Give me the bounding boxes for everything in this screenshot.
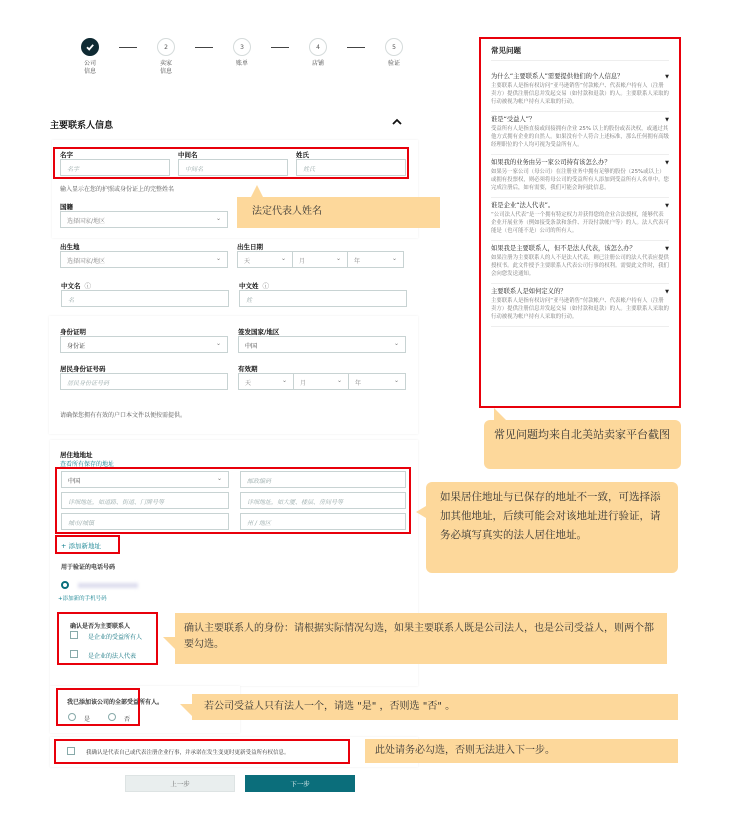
caret-down-icon: ▼ xyxy=(665,203,669,209)
faq-item[interactable]: 为什么“主要联系人”需要提供他们的个人信息？ ▼ 主要联系人是指有权访问“亚马逊销售”付款帐户、代表帐户持有人（注册卖方）提供注册信息并发起交易（如付款和退款）的人。主要联系人采取的行动被视为帐户持有人采取的行动。 xyxy=(491,69,669,112)
chinese-family-name-label: 中文姓 ⓘ xyxy=(239,282,269,290)
expiry-month-select[interactable]: 月 ⌄ xyxy=(293,373,349,390)
birthdate-label: 出生日期 xyxy=(237,243,263,251)
annotation-box-name xyxy=(53,147,409,179)
section-title: 主要联系人信息 xyxy=(50,121,114,131)
birthplace-select[interactable]: 选择国家/地区 ⌄ xyxy=(60,251,228,268)
chevron-down-icon: ⌄ xyxy=(391,255,397,262)
first-name-label: 名字 xyxy=(60,151,73,159)
chevron-down-icon: ⌄ xyxy=(280,255,286,262)
last-name-input[interactable]: 姓氏 xyxy=(296,159,406,176)
nationality-select[interactable]: 选择国家/地区 ⌄ xyxy=(60,211,228,228)
middle-name-input[interactable]: 中间名 xyxy=(178,159,288,176)
callout-address: 如果居住地址与已保存的地址不一致，可选择添加其他地址，后续可能会对该地址进行验证，请务必填写真实的法人居住地址。 xyxy=(426,482,678,573)
callout-name: 法定代表人姓名 xyxy=(237,197,440,228)
faq-title: 常见问题 xyxy=(491,45,669,61)
chevron-down-icon: ⌄ xyxy=(215,215,221,222)
next-button[interactable]: 下一步 xyxy=(245,775,355,792)
legal-rep-label[interactable]: 是企业的法人代表 xyxy=(88,653,137,660)
previous-button[interactable]: 上一步 xyxy=(125,775,235,792)
beneficiaries-no-label: 否 xyxy=(124,716,131,723)
callout-beneficiaries: 若公司受益人只有法人一个，请选 "是" ，否则选 "否" 。 xyxy=(192,694,678,720)
expiry-year-select[interactable]: 年 ⌄ xyxy=(348,373,406,390)
callout-confirm: 此处请务必勾选，否则无法进入下一步。 xyxy=(365,739,678,763)
step-connector xyxy=(195,47,213,48)
chevron-down-icon: ⌄ xyxy=(393,377,399,384)
annotation-box-beneficiaries xyxy=(56,688,140,726)
step-connector xyxy=(119,47,137,48)
caret-down-icon: ▼ xyxy=(665,289,669,295)
issuing-country-label: 签发国家/地区 xyxy=(238,328,280,336)
name-hint: 输入显示在您的护照或身份证上的完整姓名 xyxy=(60,186,175,193)
chevron-down-icon: ⌄ xyxy=(215,340,221,347)
chevron-down-icon: ⌄ xyxy=(281,377,287,384)
id-type-select[interactable]: 身份证 ⌄ xyxy=(60,336,228,353)
step-number: 2 xyxy=(157,38,175,56)
address-line1-input[interactable]: 详细地址，如道路、街道、门牌号等 xyxy=(61,492,229,509)
step-billing[interactable] xyxy=(232,38,252,68)
city-input[interactable]: 城市/城镇 xyxy=(61,513,229,530)
birth-year-select[interactable]: 年 ⌄ xyxy=(347,251,404,268)
chinese-given-name-label: 中文名 ⓘ xyxy=(61,282,91,290)
id-hint: 请确保您拥有有效的户口本文件以便按需提供。 xyxy=(60,412,187,419)
address-country-select[interactable]: 中国 ⌄ xyxy=(61,471,229,488)
chevron-down-icon: ⌄ xyxy=(335,255,341,262)
callout-role: 确认主要联系人的身份：请根据实际情况勾选，如果主要联系人既是公司法人，也是公司受益人，则两个都要勾选。 xyxy=(175,613,667,664)
id-number-input[interactable]: 居民身份证号码 xyxy=(60,373,228,390)
annotation-box-address xyxy=(55,467,411,534)
view-saved-addresses-link[interactable]: 查看所有保存的地址 xyxy=(60,461,115,468)
chinese-given-name-input[interactable]: 名 xyxy=(61,290,229,307)
chevron-down-icon: ⌄ xyxy=(393,340,399,347)
step-label: 公司 信息 xyxy=(83,60,96,75)
step-number: 3 xyxy=(233,38,251,56)
help-icon[interactable]: ⓘ xyxy=(262,282,269,290)
address-line2-input[interactable]: 详细地址，如大厦、楼层、房间号等 xyxy=(240,492,406,509)
beneficiaries-yes-label: 是 xyxy=(84,716,91,723)
caret-down-icon: ▼ xyxy=(665,246,669,252)
beneficiaries-question: 我已添加该公司的全部受益所有人。 xyxy=(67,699,164,706)
help-icon[interactable]: ⓘ xyxy=(84,282,91,290)
id-type-label: 身份证明 xyxy=(60,328,86,336)
step-label: 账单 xyxy=(235,60,248,67)
faq-item[interactable]: 如果我是主要联系人，但不是法人代表，该怎么办？ ▼ 如果注册为主要联系人的人不是法人代表，则已注册公司的法人代表应提供授权书。此文件授予主要联系人代表公司行事的权利。需要此文件时，我们会向您发送通知。 xyxy=(491,241,669,284)
step-number: 5 xyxy=(385,38,403,56)
id-number-label: 居民身份证号码 xyxy=(60,365,106,373)
postal-code-input[interactable]: 邮政编码 xyxy=(240,471,406,488)
expiry-label: 有效期 xyxy=(238,365,258,373)
expiry-day-select[interactable]: 天 ⌄ xyxy=(238,373,294,390)
last-name-label: 姓氏 xyxy=(296,151,309,159)
phone-number-redacted xyxy=(78,583,138,588)
step-store[interactable] xyxy=(308,38,328,68)
nationality-label: 国籍 xyxy=(60,203,73,211)
step-label: 店铺 xyxy=(311,60,324,67)
chevron-down-icon: ⌄ xyxy=(336,377,342,384)
faq-panel xyxy=(479,37,681,408)
faq-item[interactable]: 如果我的业务由另一家公司持有该怎么办？ ▼ 如果另一家公司（母公司）在注册业务中拥有足够的股份（25%或以上）或拥有投票权，则必须将母公司的受益所有人添加到受益所有人名单中。您完成注册后，如有需要，我们可能会询问此信息。 xyxy=(491,155,669,198)
caret-down-icon: ▼ xyxy=(665,117,669,123)
step-connector xyxy=(271,47,289,48)
add-address-link[interactable]: + 添加新地址 xyxy=(61,542,102,550)
annotation-box-add-address xyxy=(55,535,120,554)
issuing-country-select[interactable]: 中国 ⌄ xyxy=(238,336,406,353)
chinese-family-name-input[interactable]: 姓 xyxy=(239,290,407,307)
birth-day-select[interactable]: 天 ⌄ xyxy=(237,251,293,268)
progress-stepper xyxy=(80,38,404,76)
faq-item[interactable]: 谁是“受益人”？ ▼ 受益所有人是指直接或间接拥有企业 25% 以上的股份或表决权，或通过其他方式拥有企业的自然人。如果没有个人符合上述标准，那么任何拥有高级经理职位的个人均可视为受益所有人。 xyxy=(491,112,669,155)
confirm-label[interactable]: 我确认是代表自己或代表注册企业行事，并承诺在发生变更时更新受益所有权信息。 xyxy=(86,750,290,756)
annotation-box-confirm xyxy=(54,739,350,764)
phone-radio[interactable] xyxy=(61,581,69,589)
step-label: 验证 xyxy=(387,60,400,67)
beneficial-owner-label[interactable]: 是企业的受益所有人 xyxy=(88,634,143,641)
annotation-box-role xyxy=(57,612,158,665)
caret-down-icon: ▼ xyxy=(665,74,669,80)
chevron-down-icon: ⌄ xyxy=(215,255,221,262)
caret-down-icon: ▼ xyxy=(665,160,669,166)
step-verification[interactable] xyxy=(384,38,404,68)
step-company-info[interactable] xyxy=(80,38,100,76)
first-name-input[interactable]: 名字 xyxy=(60,159,170,176)
middle-name-label: 中间名 xyxy=(178,151,198,159)
state-input[interactable]: 州 / 地区 xyxy=(240,513,406,530)
add-phone-link[interactable]: +添加新的手机号码 xyxy=(58,596,107,602)
step-label: 卖家 信息 xyxy=(159,60,172,75)
chevron-up-icon[interactable] xyxy=(392,118,402,129)
step-number: 4 xyxy=(309,38,327,56)
birth-month-select[interactable]: 月 ⌄ xyxy=(292,251,348,268)
checkmark-icon xyxy=(81,38,99,56)
chevron-down-icon: ⌄ xyxy=(216,475,222,482)
role-title: 确认是否为主要联系人 xyxy=(70,623,131,630)
step-seller-info[interactable] xyxy=(156,38,176,76)
address-label: 居住地地址 xyxy=(60,451,93,459)
phone-label: 用于验证的电话号码 xyxy=(61,564,116,571)
step-connector xyxy=(347,47,365,48)
faq-item[interactable]: 谁是企业“法人代表”。 ▼ “公司法人代表”是一个拥有特定权力并获得您的企业合法授权，能够代表企业开展业务（例如接受条款和条件、开设付款帐户等）的人。法人代表可能是（也可能不是）公司的所有人。 xyxy=(491,198,669,241)
callout-faq: 常见问题均来自北美站卖家平台截图 xyxy=(484,420,681,469)
birthplace-label: 出生地 xyxy=(60,243,80,251)
faq-item[interactable]: 主要联系人是如何定义的？ ▼ 主要联系人是指有权访问“亚马逊销售”付款帐户、代表帐户持有人（注册卖方）提供注册信息并发起交易（如付款和退款）的人。主要联系人采取的行动被视为帐户持有人采取的行动。 xyxy=(491,284,669,327)
